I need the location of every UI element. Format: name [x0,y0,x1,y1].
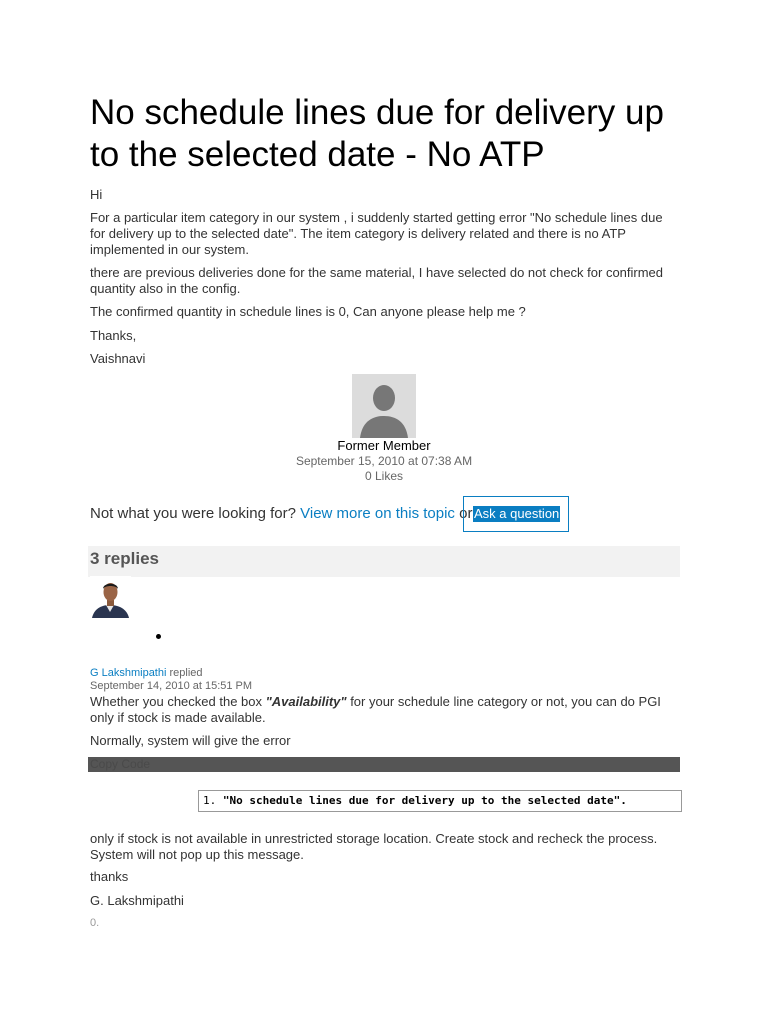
reply-paragraph [90,694,680,726]
question-paragraph: The confirmed quantity in schedule lines is 0, Can anyone please help me ? [90,304,526,319]
user-photo-icon [90,576,131,618]
code-block [198,790,682,812]
prompt-or: or [459,505,473,522]
reply-text: Whether you checked the box [90,694,266,709]
list-bullet [156,634,161,639]
line-number: 1. [203,794,217,807]
reply-paragraph: thanks [90,869,129,884]
reply-paragraph: only if stock is not available in unrestricted storage location. Create stock and recheck the process. System will not pop up this message. [90,831,658,862]
prompt-text: Not what you were looking for? [90,505,296,522]
reply-action: replied [169,667,203,679]
reply-text: for your schedule line category or not, you can do PGI only if stock is made available. [90,694,661,725]
reply-date: September 14, 2010 at 15:51 PM [90,680,253,692]
reply-likes-count: 0. [90,917,100,929]
reply-signature: G. Lakshmipathi [90,893,184,908]
person-silhouette-icon [352,374,416,438]
question-paragraph: there are previous deliveries done for the same material, I have selected do not check for confirmed quantity also in the config. [90,265,664,296]
question-paragraph: Hi [90,187,103,202]
availability-emphasis: "Availability" [265,694,347,709]
question-paragraph: For a particular item category in our system , i suddenly started getting error "No schedule lines due for delivery up to the selected date". The item category is delivery related and there is no ATP implemented in our system. [90,210,663,257]
code-text: "No schedule lines due for delivery up to the selected date". [222,794,627,807]
reply-paragraph: Normally, system will give the error [90,733,291,748]
question-paragraph: Vaishnavi [90,351,146,366]
author-avatar[interactable] [352,374,416,438]
likes-count: 0 Likes [364,469,404,483]
author-name[interactable]: Former Member [337,438,431,453]
copy-code-button[interactable]: Copy Code [90,757,151,771]
code-line [203,794,627,808]
ask-question-label[interactable]: Ask a question [474,506,560,521]
page-title: No schedule lines due for delivery up to the selected date - No ATP [90,93,664,174]
reply-meta [90,667,252,693]
replies-header [88,546,680,577]
replies-count: 3 replies [90,549,159,568]
code-toolbar [88,757,680,772]
not-found-prompt [90,505,472,523]
question-paragraph: Thanks, [90,328,137,343]
reply-author-link[interactable]: G Lakshmipathi [90,667,167,679]
reply-author-avatar[interactable] [90,576,131,618]
view-more-link[interactable]: View more on this topic [300,505,455,522]
ask-question-button[interactable] [463,496,569,532]
post-date: September 15, 2010 at 07:38 AM [295,454,473,468]
